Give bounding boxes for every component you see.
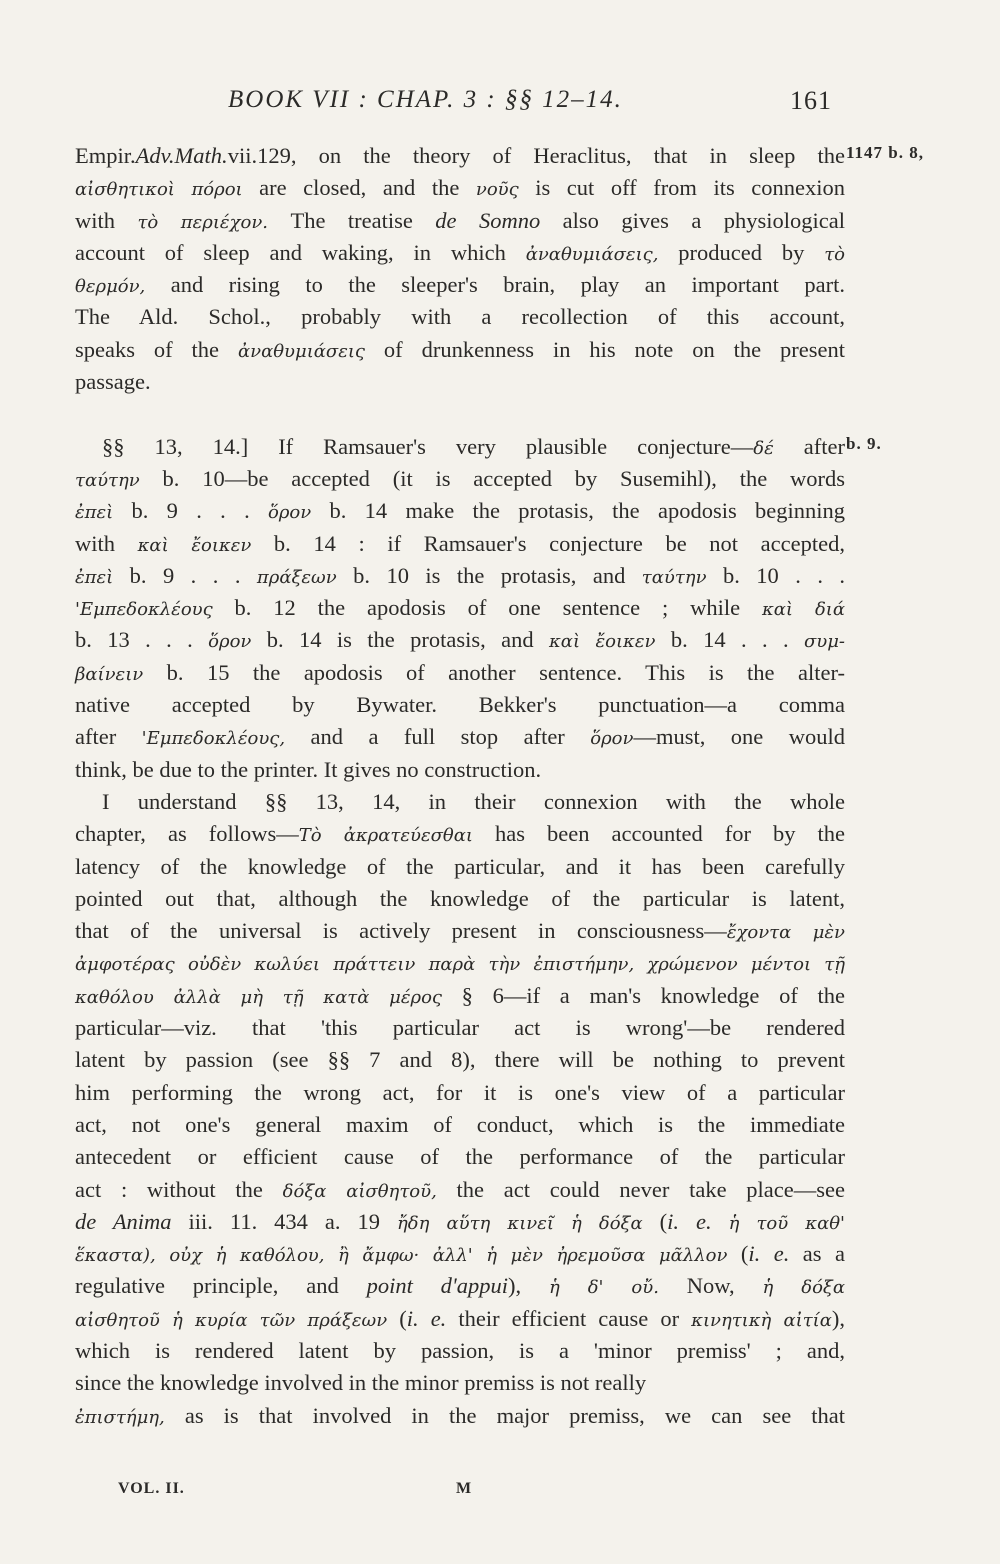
greek-text: ἀμφοτέρας οὐδὲν κωλύει πράττειν παρὰ τὴν ἐπιστήμην, χρώμενον μέντοι τῇ (75, 954, 845, 976)
greek-text: Τὸ ἀκρατεύεσθαι (298, 825, 473, 847)
text-line (75, 301, 845, 333)
text-line (75, 172, 845, 204)
text-line (75, 269, 845, 301)
italic-text: point d'appui (366, 1273, 508, 1299)
text-line (75, 528, 845, 560)
text-segment: think, be due to the printer. It gives no construction. (75, 756, 542, 782)
text-line (75, 883, 845, 915)
text-segment: is cut off from its connexion (518, 175, 846, 201)
text-segment: as a (789, 1241, 845, 1267)
greek-text: βαίνειν (75, 663, 144, 685)
text-segment: the act could never take place—see (436, 1176, 845, 1202)
text-segment: chapter, as follows— (75, 821, 299, 847)
greek-text: ὅρον (268, 502, 312, 524)
text-segment: him performing the wrong act, for it is one's view of a particular (75, 1079, 845, 1105)
greek-text: καὶ ἔοικεν (137, 534, 252, 556)
text-segment: The Ald. Schol., probably with a recollection of this account, (75, 304, 845, 330)
greek-text: δόξα αἰσθητοῦ, (282, 1180, 437, 1202)
text-line (75, 140, 845, 172)
text-segment: b. 10—be accepted (it is accepted by Susemihl), the words (139, 465, 845, 491)
greek-text: καθόλου ἀλλὰ μὴ τῇ κατὰ μέρος (75, 986, 442, 1008)
text-segment: b. 14 is the protasis, and (251, 627, 549, 653)
text-line (75, 1141, 845, 1173)
greek-text: ἐπιστήμη, (75, 1406, 165, 1428)
text-segment: ( (387, 1305, 407, 1331)
text-segment: of drunkenness in his note on the present (365, 336, 845, 362)
text-line (75, 1012, 845, 1044)
text-segment: particular—viz. that 'this particular act is wrong'—be rendered (75, 1015, 845, 1041)
greek-text: 'Εμπεδοκλέους, (141, 728, 286, 750)
signature-mark: M (456, 1480, 472, 1497)
italic-text: i. e. (667, 1208, 712, 1234)
text-line (75, 1174, 845, 1206)
text-segment: antecedent or efficient cause of the performance of the particular (75, 1144, 845, 1170)
greek-text: αἰσθητικοὶ πόροι (75, 179, 243, 201)
text-line (75, 592, 845, 624)
text-segment: b. 14 . . . (655, 627, 804, 653)
text-segment: since the knowledge involved in the minor premiss is not really (75, 1370, 647, 1396)
greek-text: ἡ δ' οὔ. (548, 1277, 659, 1299)
italic-text: i. e. (406, 1305, 447, 1331)
text-segment: b. 13 . . . (75, 627, 209, 653)
text-segment: b. 9 . . . (113, 562, 257, 588)
text-line (75, 1303, 845, 1335)
margin-note-1147-b8: 1147 b. 8, (846, 143, 925, 162)
greek-text: ἔχοντα μὲν (726, 922, 846, 944)
greek-text: ταύτην (75, 469, 140, 491)
text-segment: §§ 13, 14.] If Ramsauer's very plausible conjecture— (102, 433, 754, 459)
greek-text: ἕκαστα), οὐχ ἡ καθόλου, ἢ ἄμφω· ἀλλ' ἡ μὲν ἠρεμοῦσα μᾶλλον (75, 1245, 728, 1267)
text-segment: regulative principle, and (75, 1273, 367, 1299)
running-head: BOOK VII : CHAP. 3 : §§ 12–14. (228, 86, 623, 113)
text-segment: iii. 11. 434 a. 19 (171, 1208, 397, 1234)
text-segment: ), (831, 1305, 846, 1331)
greek-text: ἤδη αὕτη κινεῖ ἡ δόξα (397, 1212, 643, 1234)
text-line (75, 624, 845, 656)
text-segment: native accepted by Bywater. Bekker's punctuation—a comma (75, 692, 845, 718)
text-line (75, 754, 845, 786)
greek-text: νοῦς (475, 179, 519, 201)
text-segment: also gives a physiological (540, 207, 845, 233)
text-line (75, 1206, 845, 1238)
page-header (0, 86, 1000, 126)
page-footer (0, 1480, 1000, 1510)
text-line (75, 1044, 845, 1076)
greek-text: ἡ δόξα (762, 1277, 845, 1299)
italic-text: de Somno (435, 207, 541, 233)
text-segment: § 6—if a man's knowledge of the (442, 982, 845, 1008)
text-segment: Empir. (75, 143, 136, 168)
text-segment: b. 15 the apodosis of another sentence. This is the alter- (143, 659, 845, 685)
greek-text: τὸ (824, 243, 845, 265)
text-segment: I understand §§ 13, 14, in their connexion with the whole (102, 788, 845, 814)
greek-text: ἐπεὶ (75, 502, 114, 524)
greek-text: κινητικὴ αἰτία (691, 1309, 832, 1331)
text-line (75, 1238, 845, 1270)
text-line (75, 818, 845, 850)
text-line (75, 366, 845, 398)
text-line (75, 947, 845, 979)
text-segment: as is that involved in the major premiss, we can see that (164, 1402, 845, 1428)
text-segment (712, 1209, 729, 1234)
text-line (75, 721, 845, 753)
greek-text: πράξεων (256, 566, 337, 588)
text-segment: after (75, 724, 142, 750)
greek-text: θερμόν, (75, 276, 146, 298)
text-line (75, 237, 845, 269)
text-line (75, 1367, 845, 1399)
text-segment: has been accounted for by the (472, 821, 845, 847)
text-segment: their efficient cause or (446, 1305, 692, 1331)
greek-text: ὅρον (208, 631, 252, 653)
text-segment: act, not one's general maxim of conduct, which is the immediate (75, 1111, 845, 1137)
greek-text: καὶ διά (761, 599, 845, 621)
greek-text: 'Εμπεδοκλέους (75, 599, 213, 621)
text-segment: and a full stop after (285, 724, 591, 750)
text-segment: b. 10 is the protasis, and (336, 562, 642, 588)
italic-text: de Anima (75, 1208, 172, 1234)
text-segment: speaks of the (75, 336, 238, 362)
text-segment: after (773, 433, 845, 459)
greek-text: ταύτην (641, 566, 707, 588)
text-line (75, 431, 845, 463)
text-line (75, 560, 845, 592)
text-line (75, 463, 845, 495)
text-segment: and rising to the sleeper's brain, play an important part. (145, 272, 845, 298)
text-segment: produced by (658, 239, 825, 265)
text-segment: which is rendered latent by passion, is a 'minor premiss' ; and, (75, 1337, 845, 1363)
text-segment: b. 9 . . . (113, 498, 268, 524)
text-line (75, 334, 845, 366)
greek-text: ἐπεὶ (75, 566, 114, 588)
text-segment: b. 14 : if Ramsauer's conjecture be not accepted, (251, 530, 845, 556)
text-segment: ( (727, 1241, 749, 1267)
text-line (75, 657, 845, 689)
italic-text: i. e. (748, 1241, 790, 1267)
text-line (75, 851, 845, 883)
page-number: 161 (790, 86, 832, 115)
text-line (75, 205, 845, 237)
text-segment: with (75, 530, 138, 556)
greek-text: αἰσθητοῦ ἡ κυρία τῶν πράξεων (75, 1309, 388, 1331)
text-line (75, 786, 845, 818)
text-segment: passage. (75, 369, 151, 395)
text-segment: ), (508, 1273, 549, 1299)
text-line (75, 1109, 845, 1141)
greek-text: ἀναθυμιάσεις, (525, 243, 659, 265)
text-line (75, 689, 845, 721)
greek-text: ὅρον (590, 728, 634, 750)
margin-note-b9: b. 9. (846, 434, 882, 453)
text-segment: account of sleep and waking, in which (75, 239, 526, 265)
greek-text: συμ- (803, 631, 845, 653)
text-segment: with (75, 207, 138, 233)
greek-text: ἡ τοῦ καθ' (728, 1212, 846, 1234)
greek-text: δέ (753, 437, 774, 459)
text-segment: latency of the knowledge of the particular, and it has been carefully (75, 853, 845, 879)
text-line (75, 495, 845, 527)
text-line (75, 915, 845, 947)
text-line (75, 1270, 845, 1302)
text-line (75, 1400, 845, 1432)
greek-text: ἀναθυμιάσεις (237, 340, 365, 362)
body-text (75, 140, 845, 1432)
text-line (75, 398, 845, 430)
greek-text: τὸ περιέχον. (137, 211, 268, 233)
text-line (75, 1335, 845, 1367)
text-segment: b. 14 make the protasis, the apodosis beginning (311, 498, 846, 524)
text-segment: pointed out that, although the knowledge of the particular is latent, (75, 885, 845, 911)
text-segment: that of the universal is actively present in consciousness— (75, 918, 727, 944)
text-segment: are closed, and the (242, 175, 476, 201)
italic-text: Adv.Math. (135, 143, 228, 168)
text-segment: latent by passion (see §§ 7 and 8), there will be nothing to prevent (75, 1047, 845, 1073)
text-segment: b. 10 . . . (706, 562, 846, 588)
text-segment: vii.129, on the theory of Heraclitus, that in sleep the (227, 143, 845, 168)
text-segment: b. 12 the apodosis of one sentence ; while (212, 595, 762, 621)
text-segment: act : without the (75, 1176, 283, 1202)
text-segment: Now, (658, 1273, 763, 1299)
volume-label: VOL. II. (118, 1480, 185, 1497)
greek-text: καὶ ἔοικεν (549, 631, 656, 653)
text-segment: —must, one would (633, 724, 846, 750)
text-line (75, 1077, 845, 1109)
text-line (75, 980, 845, 1012)
text-segment: ( (642, 1208, 668, 1234)
text-segment: The treatise (268, 207, 436, 233)
